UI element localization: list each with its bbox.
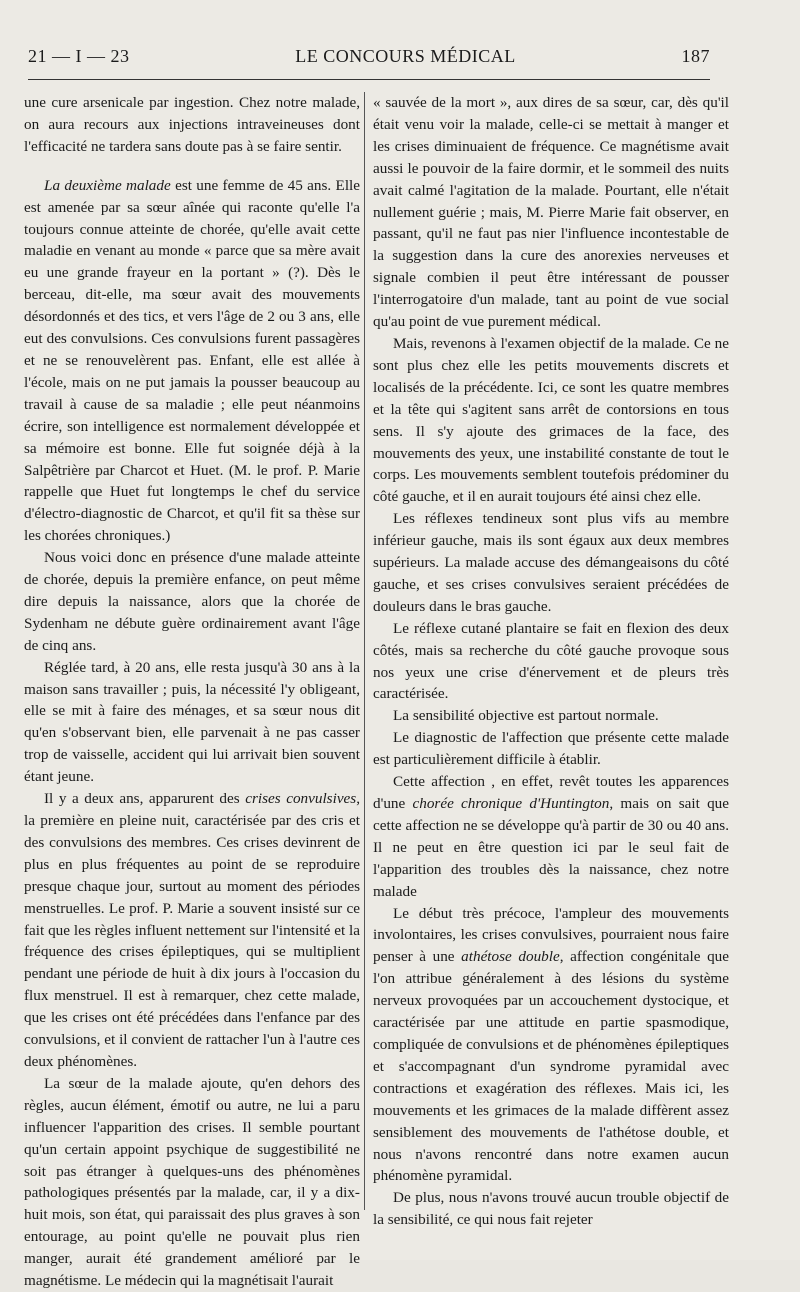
- paragraph-text: Cette affection , en effet, revêt toutes les apparences d'une: [373, 773, 729, 812]
- paragraph: Nous voici donc en présence d'une malade atteinte de chorée, depuis la première enfance, on peut même dire depuis la naissance, alors que la chorée de Sydenham ne débute guère ordinairement avant l'âge de cinq ans.: [24, 549, 360, 654]
- paragraph: Le diagnostic de l'affection que présente cette malade est particulièrement difficile à établir.: [373, 729, 729, 769]
- running-header: [28, 46, 710, 74]
- paragraph: [24, 788, 360, 1073]
- section-lead: La deuxième malade: [44, 176, 171, 194]
- issue-date: 21 — I — 23: [28, 46, 130, 66]
- italic-term: chorée chronique d'Huntington: [412, 795, 610, 812]
- italic-term: crises convulsives: [245, 790, 357, 808]
- paragraph-text: est une femme de 45 ans. Elle est amenée par sa sœur aînée qui raconte qu'elle l'a toujours connue atteinte de chorée, qu'elle avait cette maladie en venant au monde « parce que sa mère avait eu une grande frayeur en la portant » (?). Dès le berceau, dit-elle, ma sœur avait des mouvements désordonnés et des tics, et vers l'âge de 2 ou 3 ans, elle eut des convulsions. Ces convulsions furent passagères et ne se renouvelèrent pas. Enfant, elle est allée à l'école, mais on ne put jamais la pousser beaucoup au travail à cause de sa maladie ; elle peut néanmoins écrire, son intelligence est normalement développée et sa mémoire est bonne. Elle fut soignée déjà à la Salpêtrière par Charcot et Huet. (M. le prof. P. Marie rappelle que Huet fut longtemps le chef du service d'électro-diagnostic de Charcot, et qu'il fit sa thèse sur les chorées chroniques.): [24, 176, 360, 545]
- paragraph-text: , la première en pleine nuit, caractérisée par des cris et des convulsions des membres. Ces crises devinrent de plus en plus fréquentes au point de se reproduire presque chaque jour, surtout au moment des périodes menstruelles. Le prof. P. Marie a souvent insisté sur ce fait que les règles influent nettement sur l'intensité et la fréquence des crises épileptiques, qui se multiplient pendant une période de huit à dix jours à l'occasion du flux menstruel. Il est à remarquer, chez cette malade, que les crises ont été précédées dans l'enfance par des convulsions, et il convient de rattacher l'un à l'autre ces deux phénomènes.: [24, 790, 361, 1070]
- paragraph: une cure arsenicale par ingestion. Chez notre malade, on aura recours aux injections intraveineuses dont l'efficacité ne tardera sans doute pas à se faire sentir.: [24, 94, 360, 155]
- left-column: [24, 92, 360, 1292]
- paragraph-text: , mais on sait que cette affection ne se développe qu'à partir de 30 ou 40 ans. Il ne peut en être question ici par le seul fait de l'apparition des troubles dès la naissance, chez notre malade: [373, 795, 730, 900]
- paragraph: La sensibilité objective est partout normale.: [393, 707, 659, 725]
- paragraph: La sœur de la malade ajoute, qu'en dehors des règles, aucun élément, émotif ou autre, ne lui a paru influencer l'apparition des crises. Il semble pourtant qu'un certain appoint psychique de suggestibilité ne soit pas étranger à quelques-uns des phénomènes pathologiques présentés par la malade, car, il y a dix-huit mois, son état, qui paraissait des plus graves à son entourage, au point qu'elle ne pouvait plus rien manger, aurait été grandement amélioré par le magnétisme. Le médecin qui la magnétisait l'aurait: [24, 1074, 360, 1290]
- page-number: 187: [681, 46, 710, 66]
- journal-title: LE CONCOURS MÉDICAL: [295, 46, 516, 66]
- italic-term: athétose double: [461, 948, 560, 966]
- header-rule: [28, 79, 710, 80]
- paragraph: Mais, revenons à l'examen objectif de la malade. Ce ne sont plus chez elle les petits mouvements discrets et localisés de la précédente. Ici, ce sont les quatre membres et la tête qui s'agitent sans arrêt de contorsions en tous sens. Il s'y ajoute des grimaces de la face, des mouvements des yeux, une instabilité constante de tout le corps. Les mouvements semblent toutefois prédominer du côté gauche, et il en aurait toujours été ainsi chez elle.: [373, 334, 729, 506]
- paragraph: [373, 903, 729, 1188]
- paragraph: Le réflexe cutané plantaire se fait en flexion des deux côtés, mais sa recherche du côté gauche provoque sous nos yeux une crise d'énervement et de pleurs très caractérisée.: [373, 619, 729, 703]
- paragraph: [373, 771, 729, 902]
- paragraph-text: , affection congénitale que l'on attribue généralement à des lésions du système nerveux provoquées par un accouchement dystocique, et caractérisée par une attitude en partie spasmodique, compliquée de convulsions et de phénomènes épileptiques et s'accompagnant d'un syndrome pyramidal avec contractions et exagération des réflexes. Mais ici, les mouvements et les grimaces de la malade diffèrent assez sensiblement des mouvements de l'athétose double, et nous n'avons rencontré dans notre examen aucun phénomène pyramidal.: [373, 948, 729, 1185]
- paragraph: De plus, nous n'avons trouvé aucun trouble objectif de la sensibilité, ce qui nous fait rejeter: [373, 1189, 729, 1229]
- paragraph-text: Le début très précoce, l'ampleur des mouvements involontaires, les crises convulsives, pourraient nous faire penser à une: [373, 904, 729, 966]
- column-divider: [364, 92, 365, 1210]
- right-column: [373, 92, 729, 1231]
- paragraph: Réglée tard, à 20 ans, elle resta jusqu'à 30 ans à la maison sans travailler ; puis, la nécessité l'y obligeant, elle se mit à faire des ménages, et sa sœur nous dit qu'en s'observant bien, elle parvenait à ne pas casser trop de vaisselle, accident qui lui arrivait bien souvent étant jeune.: [24, 658, 360, 786]
- paragraph-text: Il y a deux ans, apparurent des: [44, 790, 246, 808]
- paragraph: [24, 175, 360, 547]
- paragraph: « sauvée de la mort », aux dires de sa sœur, car, dès qu'il était venu voir la malade, celle-ci se mettait à manger et les crises diminuaient de fréquence. Ce magnétisme avait aussi le pouvoir de la faire dormir, et le sommeil des nuits avait calmé l'agitation de la malade. Pourtant, elle n'était nullement guérie ; mais, M. Pierre Marie fait observer, en passant, qu'il ne faut pas nier l'influence incontestable de la suggestion dans la cure des anorexies nerveuses et signale combien il peut être intéressant de pousser l'interrogatoire d'un malade, tant au point de vue social qu'au point de vue purement médical.: [373, 94, 729, 331]
- paragraph: Les réflexes tendineux sont plus vifs au membre inférieur gauche, mais ils sont égaux aux deux membres supérieurs. La malade accuse des démangeaisons du côté gauche, et ses crises convulsives seraient précédées de douleurs dans le bras gauche.: [373, 510, 729, 615]
